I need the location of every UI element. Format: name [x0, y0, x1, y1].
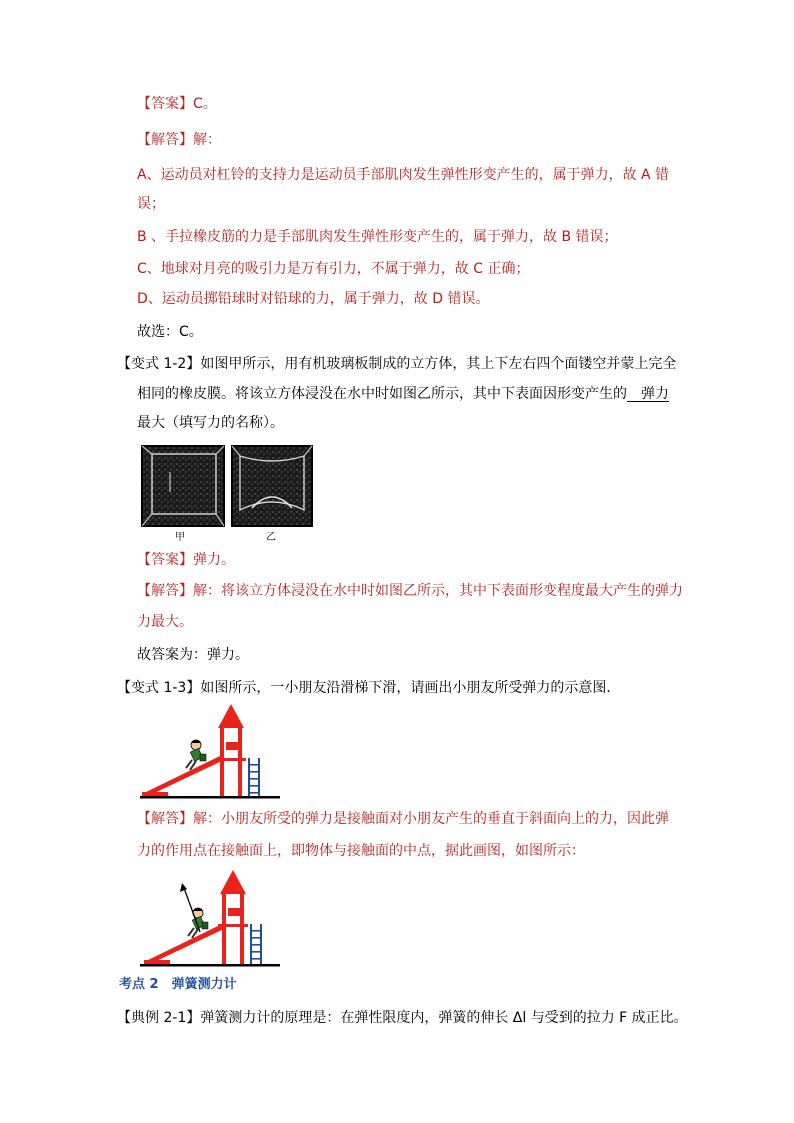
fig-label-yi: 乙 — [266, 532, 276, 543]
option-a-line1: A、运动员对杠铃的支持力是运动员手部肌肉发生弹性形变产生的，属于弹力，故 A 错 — [137, 167, 670, 183]
slide-structure-answer — [140, 870, 280, 967]
q2-answer-value: 弹力。 — [193, 552, 235, 568]
q2-answer-line — [137, 550, 235, 570]
q3-tag: 【变式 1-3】 — [117, 680, 201, 696]
cube-yi — [232, 446, 312, 526]
q2-line2 — [137, 384, 669, 404]
q3-prompt: 如图所示，一小朋友沿滑梯下滑，请画出小朋友所受弹力的示意图． — [200, 680, 621, 696]
option-d: D、运动员掷铅球时对铅球的力，属于弹力，故 D 错误。 — [137, 291, 490, 307]
fig-label-jia: 甲 — [175, 532, 185, 543]
q2-text1: 如图甲所示，用有机玻璃板制成的立方体，其上下左右四个面镂空并蒙上完全 — [200, 356, 677, 372]
section-heading: 考点 2 弹簧测力计 — [119, 977, 237, 992]
force-arrow — [180, 883, 200, 932]
option-c: C、地球对月亮的吸引力是万有引力，不属于弹力，故 C 正确； — [137, 261, 530, 277]
q2-line1 — [117, 354, 676, 374]
q2-final: 故答案为：弹力。 — [137, 647, 249, 663]
option-a-line2: 误； — [137, 196, 165, 212]
explain-line — [137, 130, 221, 150]
q2-explain-text1: 解：将该立方体浸没在水中时如图乙所示，其中下表面形变程度最大产生的弹力 — [193, 583, 683, 599]
slide-structure — [140, 704, 280, 799]
q2-explain-tag: 【解答】 — [137, 583, 193, 599]
q3-line — [117, 678, 620, 698]
slide-figure — [140, 700, 280, 800]
q3-explain-tag: 【解答】 — [137, 811, 193, 827]
q2-answer-tag: 【答案】 — [137, 552, 193, 568]
q3-explain-text1: 解：小朋友所受的弹力是接触面对小朋友产生的垂直于斜面向上的力，因此弹 — [193, 811, 669, 827]
cube-figure — [140, 444, 316, 544]
explain-tag: 【解答】 — [137, 132, 193, 148]
answer-value: C。 — [193, 96, 217, 112]
option-b: B 、手拉橡皮筋的力是手部肌肉发生弹性形变产生的，属于弹力，故 B 错误； — [137, 229, 618, 245]
explain-intro: 解： — [193, 132, 221, 148]
cube-jia — [142, 446, 224, 526]
answer-line — [137, 94, 217, 114]
q2-tag: 【变式 1-2】 — [117, 356, 201, 372]
q4-line — [117, 1008, 688, 1028]
q2-text2: 相同的橡皮膜。将该立方体浸没在水中时如图乙所示，其中下表面因形变产生的 — [137, 386, 627, 402]
q4-tag: 【典例 2-1】 — [117, 1010, 201, 1026]
q2-explain-line2: 力最大。 — [137, 614, 193, 630]
slide-figure-answer — [140, 866, 280, 968]
choice-line: 故选：C。 — [137, 324, 203, 340]
q3-explain-line2: 力的作用点在接触面上，即物体与接触面的中点，据此画图，如图所示： — [137, 843, 585, 859]
q4-text: 弹簧测力计的原理是：在弹性限度内，弹簧的伸长 Δl 与受到的拉力 F 成正比。 — [200, 1010, 688, 1026]
q2-line3: 最大（填写力的名称）。 — [137, 415, 284, 431]
q2-blank: 弹力 — [627, 386, 669, 402]
q3-explain-line1 — [137, 809, 669, 829]
answer-tag: 【答案】 — [137, 96, 193, 112]
q2-explain-line1 — [137, 581, 683, 601]
